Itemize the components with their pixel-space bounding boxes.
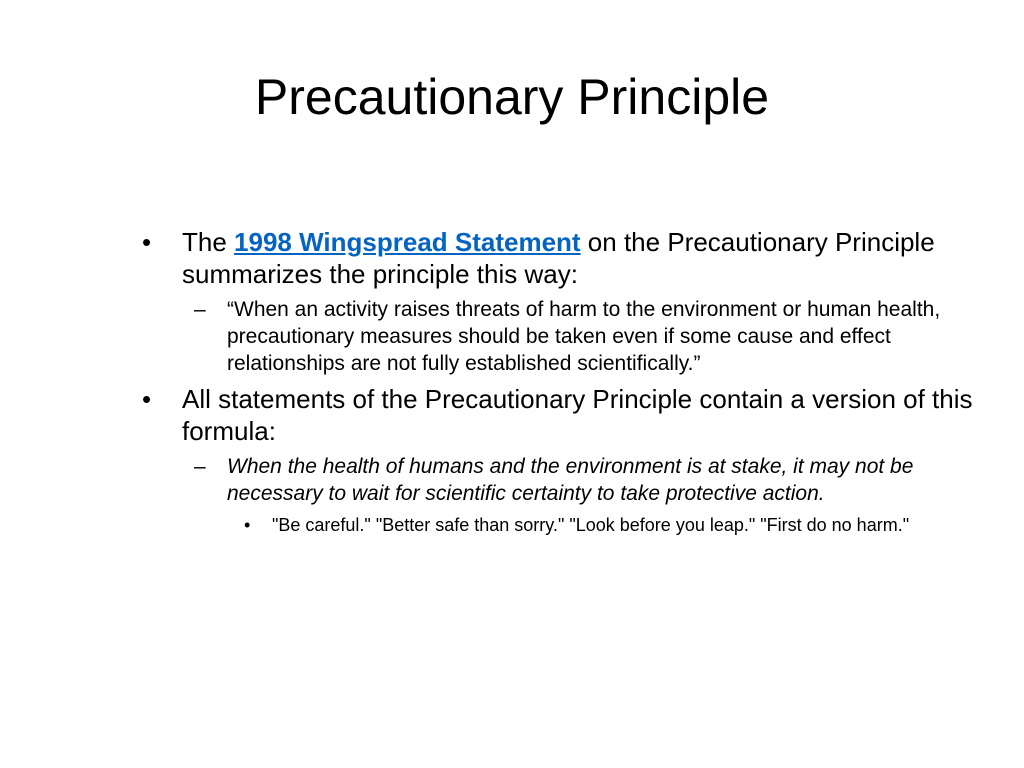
wingspread-statement-link[interactable]: 1998 Wingspread Statement <box>234 227 581 257</box>
bullet-marker: • <box>244 515 251 535</box>
bullet-item-wingspread <box>142 226 977 290</box>
bullet-marker: • <box>142 384 152 414</box>
sub-bullet-quote <box>142 296 977 377</box>
bullet-suffix-text: on the Precautionary Principle summarizes the principle this way: <box>182 227 935 289</box>
sub-bullet-formula <box>142 453 977 507</box>
slide-content <box>142 226 977 538</box>
bullet-item-formula <box>142 383 977 447</box>
dash-marker: – <box>194 298 206 321</box>
sayings-text: "Be careful." "Better safe than sorry." "Look before you leap." "First do no harm." <box>272 515 910 535</box>
bullet-prefix-text: The <box>182 227 235 257</box>
formula-intro-text: All statements of the Precautionary Principle contain a version of this formula: <box>182 384 973 446</box>
bullet-marker: • <box>142 227 152 257</box>
quote-text: “When an activity raises threats of harm to the environment or human health, precautionary measures should be taken even if some cause and effect relationships are not fully established scientifically.” <box>227 298 941 375</box>
slide-title: Precautionary Principle <box>254 69 770 125</box>
sub-sub-bullet-sayings <box>142 513 977 538</box>
dash-marker: – <box>194 455 206 478</box>
formula-text: When the health of humans and the environment is at stake, it may not be necessary to wait for scientific certainty to take protective action. <box>227 455 914 505</box>
